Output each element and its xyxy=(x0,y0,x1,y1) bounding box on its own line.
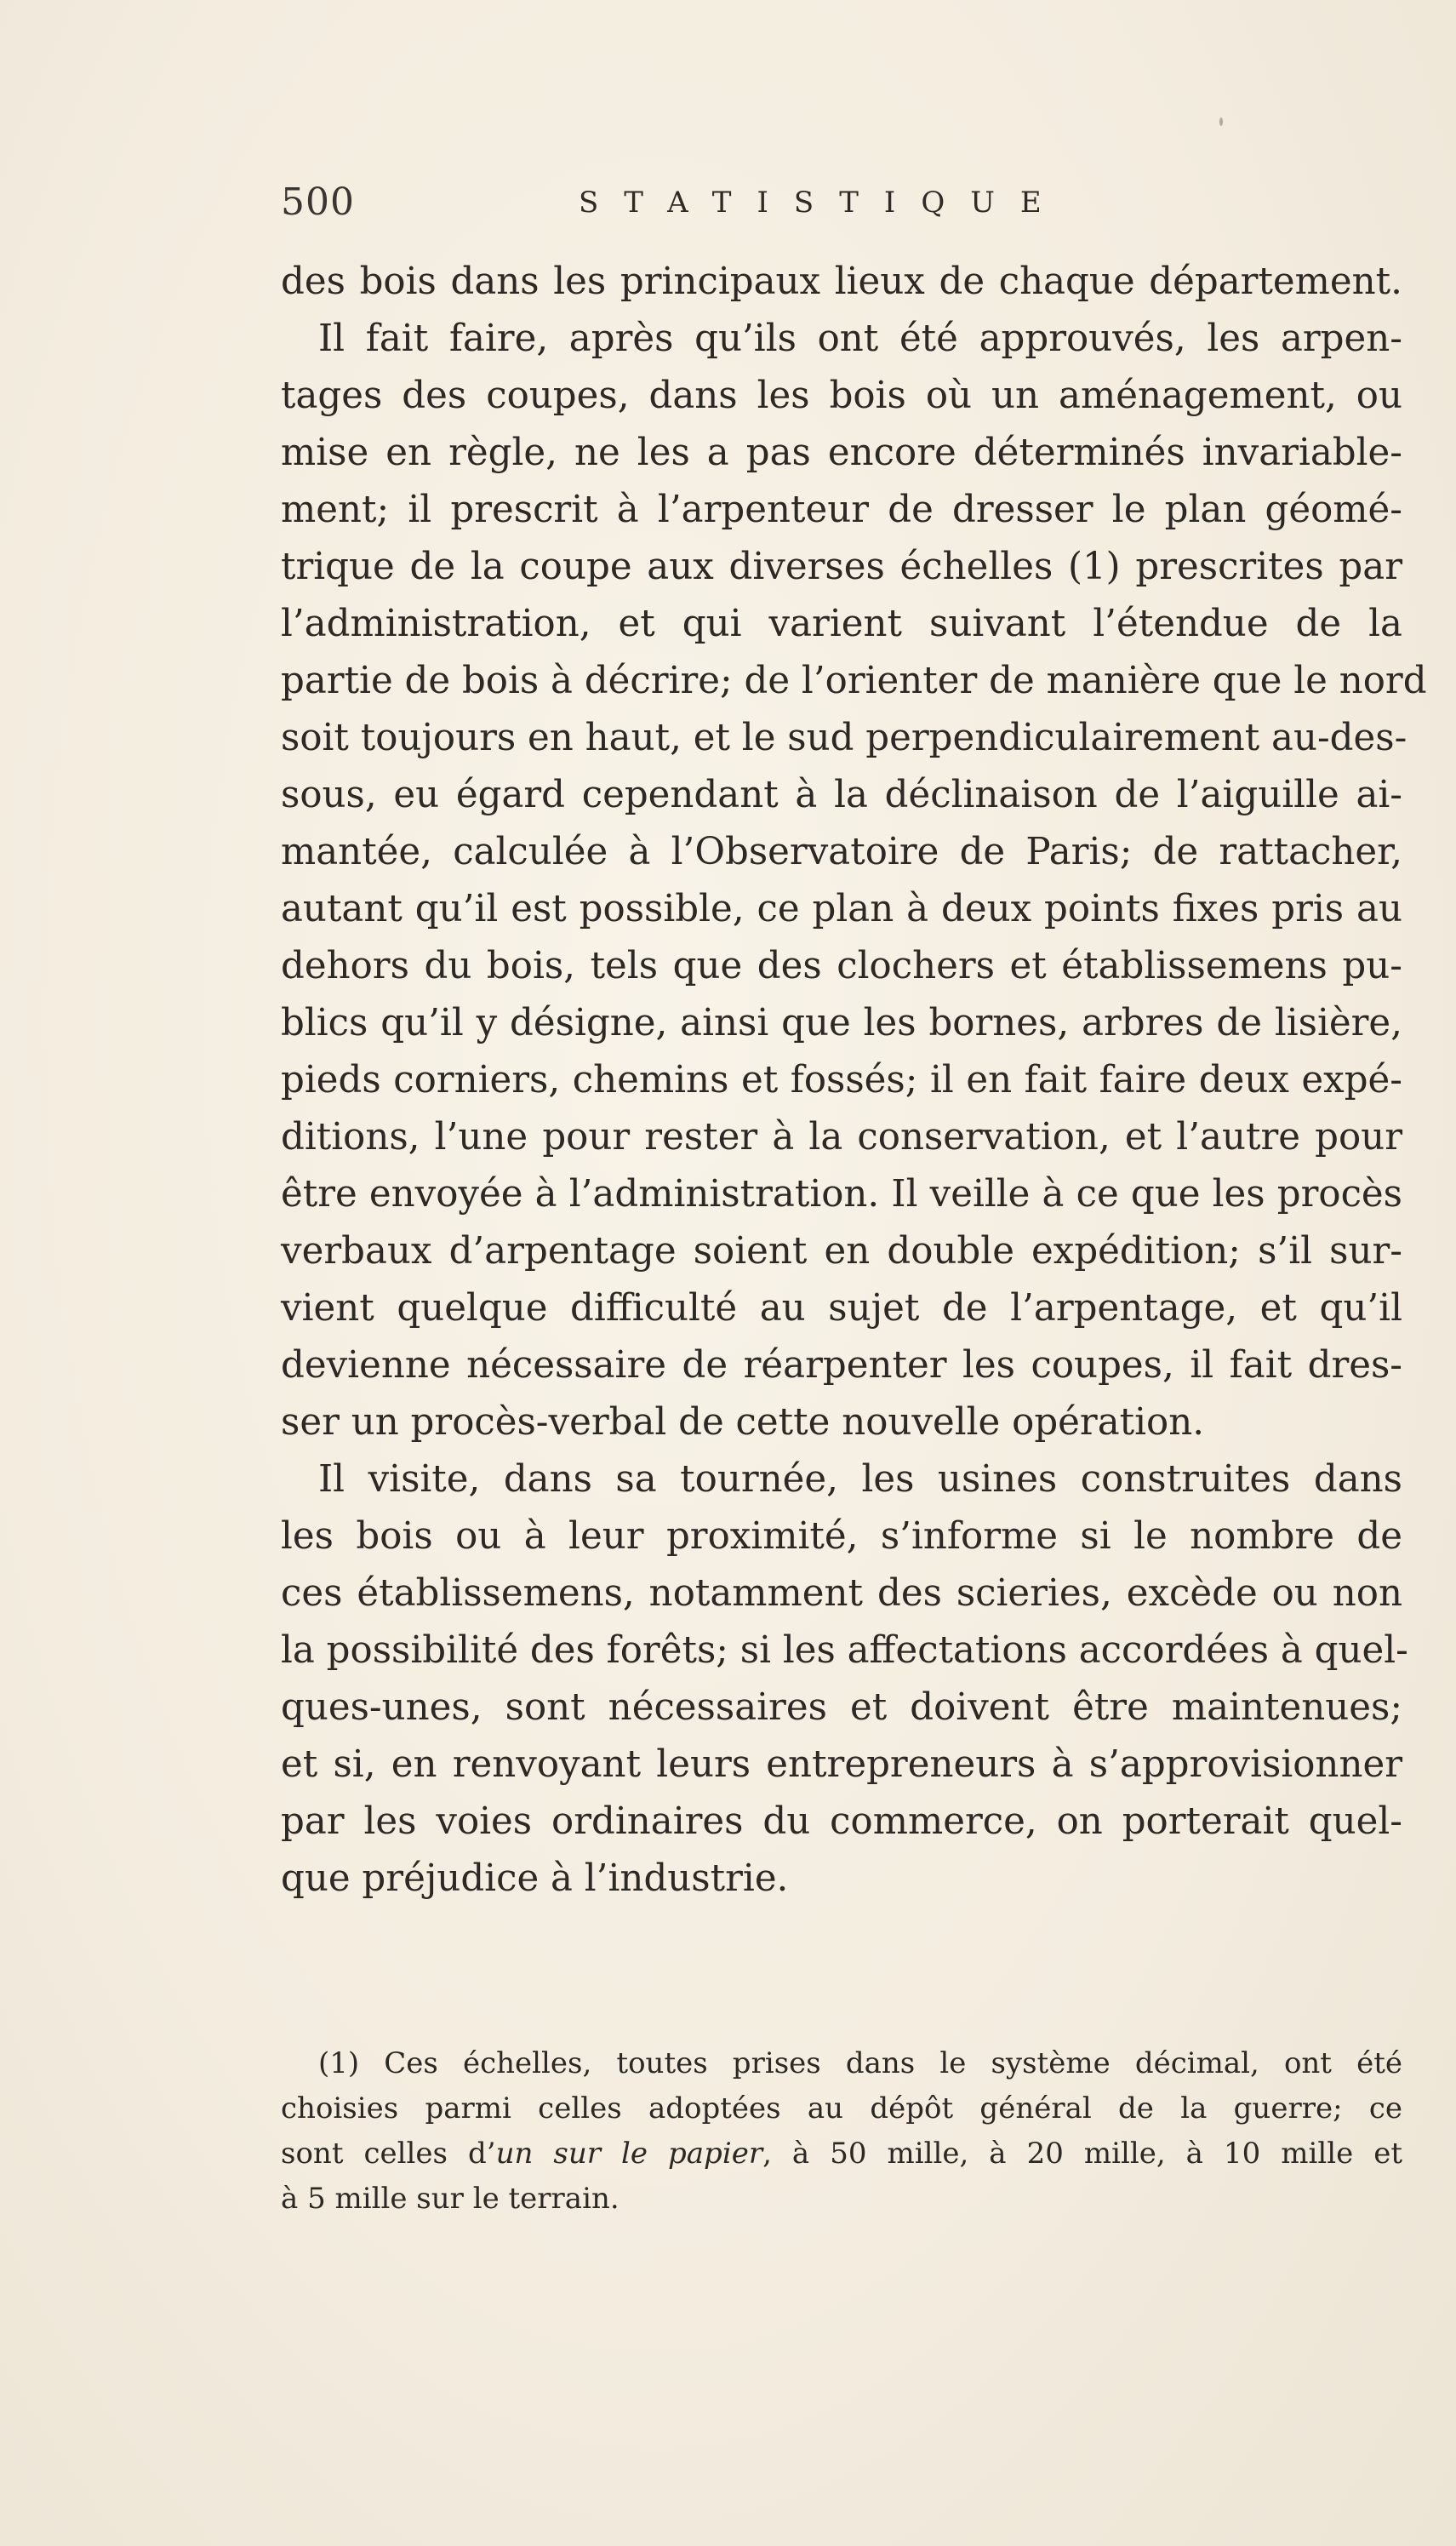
text-line: tages des coupes, dans les bois où un aménagement, ou xyxy=(281,375,1402,417)
footnote-line: sont celles d’un sur le papier, à 50 mille, à 20 mille, à 10 mille et xyxy=(281,2137,1403,2171)
text-line: autant qu’il est possible, ce plan à deux points fixes pris au xyxy=(281,888,1402,930)
text-line: par les voies ordinaires du commerce, on porterait quel- xyxy=(281,1800,1402,1843)
text-line: ces établissemens, notamment des scieries, excède ou non xyxy=(281,1572,1402,1615)
text-line: Il visite, dans sa tournée, les usines construites dans xyxy=(318,1458,1402,1501)
text-line: ques-unes, sont nécessaires et doivent être maintenues; xyxy=(281,1686,1402,1729)
text-line: et si, en renvoyant leurs entrepreneurs à s’approvisionner xyxy=(281,1743,1402,1786)
text-line: mise en règle, ne les a pas encore déterminés invariable- xyxy=(281,432,1402,474)
text-line: des bois dans les principaux lieux de chaque département. xyxy=(281,260,1402,303)
footnote-line: à 5 mille sur le terrain. xyxy=(281,2182,620,2216)
text-line: verbaux d’arpentage soient en double expédition; s’il sur- xyxy=(281,1230,1402,1273)
text-line: soit toujours en haut, et le sud perpendiculairement au-des- xyxy=(281,717,1407,759)
text-line: vient quelque difficulté au sujet de l’arpentage, et qu’il xyxy=(281,1287,1402,1330)
text-line: devienne nécessaire de réarpenter les coupes, il fait dres- xyxy=(281,1344,1402,1387)
text-line: l’administration, et qui varient suivant l’étendue de la xyxy=(281,603,1402,645)
italic-phrase: un sur le papier xyxy=(495,2137,763,2171)
text-line: ditions, l’une pour rester à la conservation, et l’autre pour xyxy=(281,1116,1402,1159)
footnote-line: (1) Ces échelles, toutes prises dans le système décimal, ont été xyxy=(318,2046,1402,2080)
ink-speck xyxy=(970,1132,973,1135)
footnote-line: choisies parmi celles adoptées au dépôt général de la guerre; ce xyxy=(281,2091,1402,2125)
text-line: Il fait faire, après qu’ils ont été approuvés, les arpen- xyxy=(318,318,1402,360)
text-line: ser un procès-verbal de cette nouvelle opération. xyxy=(281,1401,1205,1444)
text-line: que préjudice à l’industrie. xyxy=(281,1857,789,1900)
text-line: partie de bois à décrire; de l’orienter de manière que le nord xyxy=(281,660,1427,702)
text-line: les bois ou à leur proximité, s’informe si le nombre de xyxy=(281,1515,1402,1558)
page-number: 500 xyxy=(281,180,355,224)
text-line: sous, eu égard cependant à la déclinaison de l’aiguille ai- xyxy=(281,774,1402,816)
text-line: être envoyée à l’administration. Il veille à ce que les procès xyxy=(281,1173,1402,1216)
text-line: dehors du bois, tels que des clochers et établissemens pu- xyxy=(281,945,1402,987)
footnote xyxy=(281,2041,1402,2222)
ink-speck xyxy=(1219,117,1223,126)
page-header xyxy=(281,180,1217,232)
body-text xyxy=(281,254,1427,1908)
running-head: STATISTIQUE xyxy=(579,186,1067,220)
text-line: la possibilité des forêts; si les affectations accordées à quel- xyxy=(281,1629,1408,1672)
text-line: blics qu’il y désigne, ainsi que les bornes, arbres de lisière, xyxy=(281,1002,1402,1044)
text-line: pieds corniers, chemins et fossés; il en fait faire deux expé- xyxy=(281,1059,1402,1101)
text-line: trique de la coupe aux diverses échelles (1) prescrites par xyxy=(281,546,1402,588)
text-line: ment; il prescrit à l’arpenteur de dresser le plan géomé- xyxy=(281,489,1402,531)
text-line: mantée, calculée à l’Observatoire de Paris; de rattacher, xyxy=(281,831,1402,873)
